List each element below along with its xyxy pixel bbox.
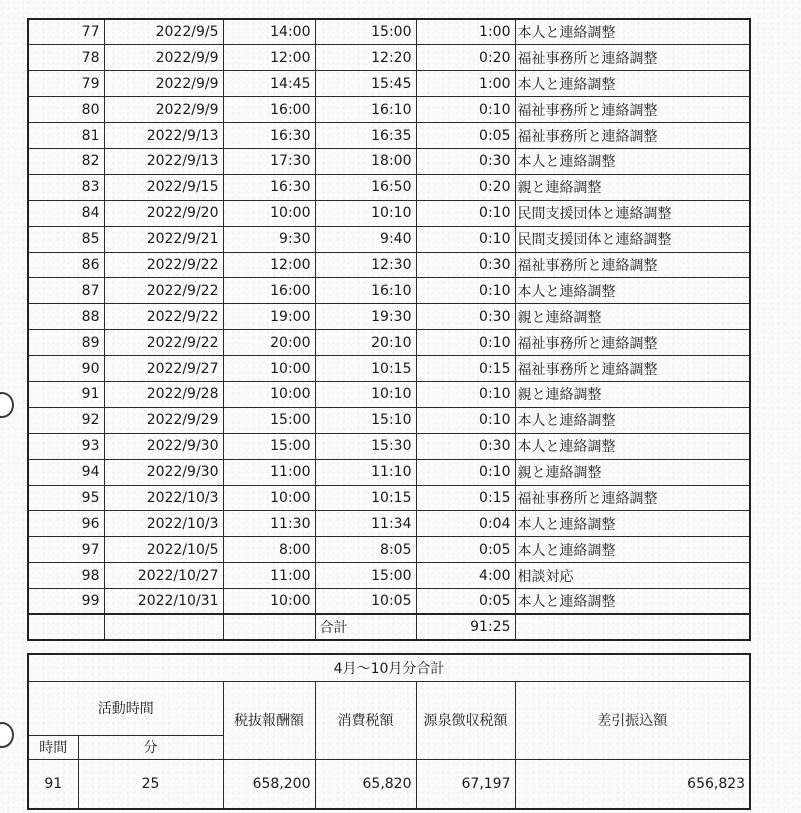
row-date: 2022/9/22 [104, 304, 223, 330]
row-content: 本人と連絡調整 [515, 278, 750, 304]
row-date: 2022/9/22 [104, 252, 223, 278]
row-duration: 0:10 [416, 381, 515, 407]
table-row [28, 511, 750, 537]
summary-title: 4月～10月分合計 [28, 654, 750, 681]
row-duration: 0:30 [416, 304, 515, 330]
row-start-time: 10:00 [223, 356, 315, 382]
row-content: 本人と連絡調整 [515, 433, 750, 459]
row-date: 2022/9/21 [104, 226, 223, 252]
row-duration: 0:05 [416, 589, 515, 615]
table-row [28, 356, 750, 382]
row-start-time: 9:30 [223, 226, 315, 252]
row-end-time: 12:30 [315, 252, 416, 278]
row-number: 96 [28, 511, 104, 537]
row-number: 81 [28, 123, 104, 149]
withholding-tax-header: 源泉徴収税額 [416, 681, 515, 759]
total-blank-cell [28, 614, 104, 640]
row-duration: 4:00 [416, 563, 515, 589]
row-content: 福祉事務所と連絡調整 [515, 45, 750, 71]
table-row [28, 485, 750, 511]
row-end-time: 15:45 [315, 71, 416, 97]
hours-value: 91 [28, 759, 78, 809]
row-content: 福祉事務所と連絡調整 [515, 123, 750, 149]
row-content: 福祉事務所と連絡調整 [515, 485, 750, 511]
row-start-time: 10:00 [223, 200, 315, 226]
row-start-time: 10:00 [223, 589, 315, 615]
row-date: 2022/9/27 [104, 356, 223, 382]
row-content: 福祉事務所と連絡調整 [515, 97, 750, 123]
row-duration: 0:05 [416, 123, 515, 149]
row-number: 77 [28, 19, 104, 45]
row-date: 2022/9/28 [104, 381, 223, 407]
row-start-time: 16:30 [223, 123, 315, 149]
row-number: 78 [28, 45, 104, 71]
table-row [28, 407, 750, 433]
row-number: 85 [28, 226, 104, 252]
row-end-time: 12:20 [315, 45, 416, 71]
row-duration: 0:10 [416, 459, 515, 485]
table-row [28, 563, 750, 589]
row-duration: 0:10 [416, 226, 515, 252]
row-start-time: 14:45 [223, 71, 315, 97]
total-blank-cell [104, 614, 223, 640]
row-start-time: 16:00 [223, 278, 315, 304]
row-number: 92 [28, 407, 104, 433]
row-end-time: 10:15 [315, 485, 416, 511]
row-end-time: 10:15 [315, 356, 416, 382]
table-row [28, 304, 750, 330]
total-label: 合計 [315, 614, 416, 640]
row-duration: 0:04 [416, 511, 515, 537]
row-content: 親と連絡調整 [515, 304, 750, 330]
row-content: 本人と連絡調整 [515, 71, 750, 97]
row-duration: 1:00 [416, 19, 515, 45]
minutes-value: 25 [78, 759, 223, 809]
row-end-time: 16:50 [315, 174, 416, 200]
row-number: 89 [28, 330, 104, 356]
row-duration: 0:10 [416, 278, 515, 304]
row-duration: 0:30 [416, 148, 515, 174]
row-end-time: 16:10 [315, 97, 416, 123]
row-number: 94 [28, 459, 104, 485]
row-date: 2022/9/15 [104, 174, 223, 200]
total-row [28, 614, 750, 640]
row-start-time: 11:00 [223, 459, 315, 485]
row-end-time: 11:34 [315, 511, 416, 537]
row-date: 2022/9/30 [104, 433, 223, 459]
row-duration: 0:10 [416, 330, 515, 356]
row-date: 2022/9/9 [104, 97, 223, 123]
row-end-time: 15:00 [315, 19, 416, 45]
table-row [28, 252, 750, 278]
row-end-time: 20:10 [315, 330, 416, 356]
row-date: 2022/10/31 [104, 589, 223, 615]
row-duration: 0:10 [416, 407, 515, 433]
row-duration: 0:10 [416, 200, 515, 226]
row-start-time: 12:00 [223, 252, 315, 278]
row-number: 86 [28, 252, 104, 278]
consumption-tax-header: 消費税額 [315, 681, 416, 759]
row-content: 本人と連絡調整 [515, 511, 750, 537]
row-end-time: 10:05 [315, 589, 416, 615]
total-blank-cell [223, 614, 315, 640]
row-number: 97 [28, 537, 104, 563]
row-start-time: 8:00 [223, 537, 315, 563]
row-duration: 0:15 [416, 485, 515, 511]
activity-log-table [27, 18, 751, 641]
row-end-time: 9:40 [315, 226, 416, 252]
row-content: 親と連絡調整 [515, 174, 750, 200]
row-end-time: 10:10 [315, 200, 416, 226]
table-row [28, 200, 750, 226]
row-number: 98 [28, 563, 104, 589]
row-number: 95 [28, 485, 104, 511]
net-transfer-header: 差引振込額 [515, 681, 750, 759]
row-date: 2022/10/3 [104, 511, 223, 537]
row-date: 2022/9/22 [104, 278, 223, 304]
table-row [28, 123, 750, 149]
row-date: 2022/9/13 [104, 123, 223, 149]
table-row [28, 19, 750, 45]
row-date: 2022/10/3 [104, 485, 223, 511]
row-content: 本人と連絡調整 [515, 148, 750, 174]
row-duration: 0:05 [416, 537, 515, 563]
table-row [28, 97, 750, 123]
row-date: 2022/9/29 [104, 407, 223, 433]
row-end-time: 18:00 [315, 148, 416, 174]
row-number: 82 [28, 148, 104, 174]
row-number: 83 [28, 174, 104, 200]
row-number: 87 [28, 278, 104, 304]
row-start-time: 16:00 [223, 97, 315, 123]
row-date: 2022/9/9 [104, 71, 223, 97]
row-date: 2022/9/30 [104, 459, 223, 485]
table-row [28, 589, 750, 615]
row-content: 民間支援団体と連絡調整 [515, 226, 750, 252]
row-end-time: 16:10 [315, 278, 416, 304]
row-number: 99 [28, 589, 104, 615]
row-content: 親と連絡調整 [515, 459, 750, 485]
consumption-tax-value: 65,820 [315, 759, 416, 809]
row-date: 2022/9/9 [104, 45, 223, 71]
row-date: 2022/9/5 [104, 19, 223, 45]
row-content: 民間支援団体と連絡調整 [515, 200, 750, 226]
activity-time-header: 活動時間 [28, 681, 223, 735]
table-row [28, 459, 750, 485]
minutes-header: 分 [78, 735, 223, 759]
row-number: 84 [28, 200, 104, 226]
table-row [28, 45, 750, 71]
row-start-time: 11:00 [223, 563, 315, 589]
row-duration: 0:20 [416, 174, 515, 200]
row-start-time: 10:00 [223, 381, 315, 407]
pretax-amount-header: 税抜報酬額 [223, 681, 315, 759]
row-start-time: 12:00 [223, 45, 315, 71]
row-date: 2022/9/13 [104, 148, 223, 174]
withholding-tax-value: 67,197 [416, 759, 515, 809]
row-number: 90 [28, 356, 104, 382]
row-content: 本人と連絡調整 [515, 407, 750, 433]
row-end-time: 16:35 [315, 123, 416, 149]
row-start-time: 20:00 [223, 330, 315, 356]
row-duration: 0:10 [416, 97, 515, 123]
row-content: 福祉事務所と連絡調整 [515, 252, 750, 278]
row-number: 88 [28, 304, 104, 330]
row-start-time: 16:30 [223, 174, 315, 200]
table-row [28, 537, 750, 563]
row-date: 2022/10/27 [104, 563, 223, 589]
row-end-time: 15:00 [315, 563, 416, 589]
row-duration: 0:30 [416, 433, 515, 459]
row-date: 2022/10/5 [104, 537, 223, 563]
row-content: 福祉事務所と連絡調整 [515, 356, 750, 382]
row-end-time: 10:10 [315, 381, 416, 407]
table-row [28, 71, 750, 97]
row-content: 親と連絡調整 [515, 381, 750, 407]
row-end-time: 19:30 [315, 304, 416, 330]
row-start-time: 10:00 [223, 485, 315, 511]
row-start-time: 15:00 [223, 433, 315, 459]
row-date: 2022/9/22 [104, 330, 223, 356]
pretax-amount-value: 658,200 [223, 759, 315, 809]
row-end-time: 15:30 [315, 433, 416, 459]
summary-table [27, 653, 751, 810]
table-row [28, 433, 750, 459]
total-blank-cell [515, 614, 750, 640]
row-start-time: 14:00 [223, 19, 315, 45]
row-start-time: 19:00 [223, 304, 315, 330]
row-end-time: 15:10 [315, 407, 416, 433]
row-number: 91 [28, 381, 104, 407]
row-content: 本人と連絡調整 [515, 537, 750, 563]
table-row [28, 278, 750, 304]
table-row [28, 174, 750, 200]
row-start-time: 11:30 [223, 511, 315, 537]
row-duration: 0:15 [416, 356, 515, 382]
table-row [28, 330, 750, 356]
row-number: 93 [28, 433, 104, 459]
row-content: 福祉事務所と連絡調整 [515, 330, 750, 356]
row-end-time: 8:05 [315, 537, 416, 563]
row-start-time: 17:30 [223, 148, 315, 174]
row-number: 79 [28, 71, 104, 97]
table-row [28, 381, 750, 407]
row-date: 2022/9/20 [104, 200, 223, 226]
total-duration: 91:25 [416, 614, 515, 640]
row-content: 本人と連絡調整 [515, 589, 750, 615]
row-duration: 0:30 [416, 252, 515, 278]
row-duration: 0:20 [416, 45, 515, 71]
row-duration: 1:00 [416, 71, 515, 97]
row-number: 80 [28, 97, 104, 123]
hours-header: 時間 [28, 735, 78, 759]
activity-log-body [28, 19, 750, 640]
row-start-time: 15:00 [223, 407, 315, 433]
table-row [28, 148, 750, 174]
net-transfer-value: 656,823 [515, 759, 750, 809]
table-row [28, 226, 750, 252]
row-content: 相談対応 [515, 563, 750, 589]
row-content: 本人と連絡調整 [515, 19, 750, 45]
row-end-time: 11:10 [315, 459, 416, 485]
